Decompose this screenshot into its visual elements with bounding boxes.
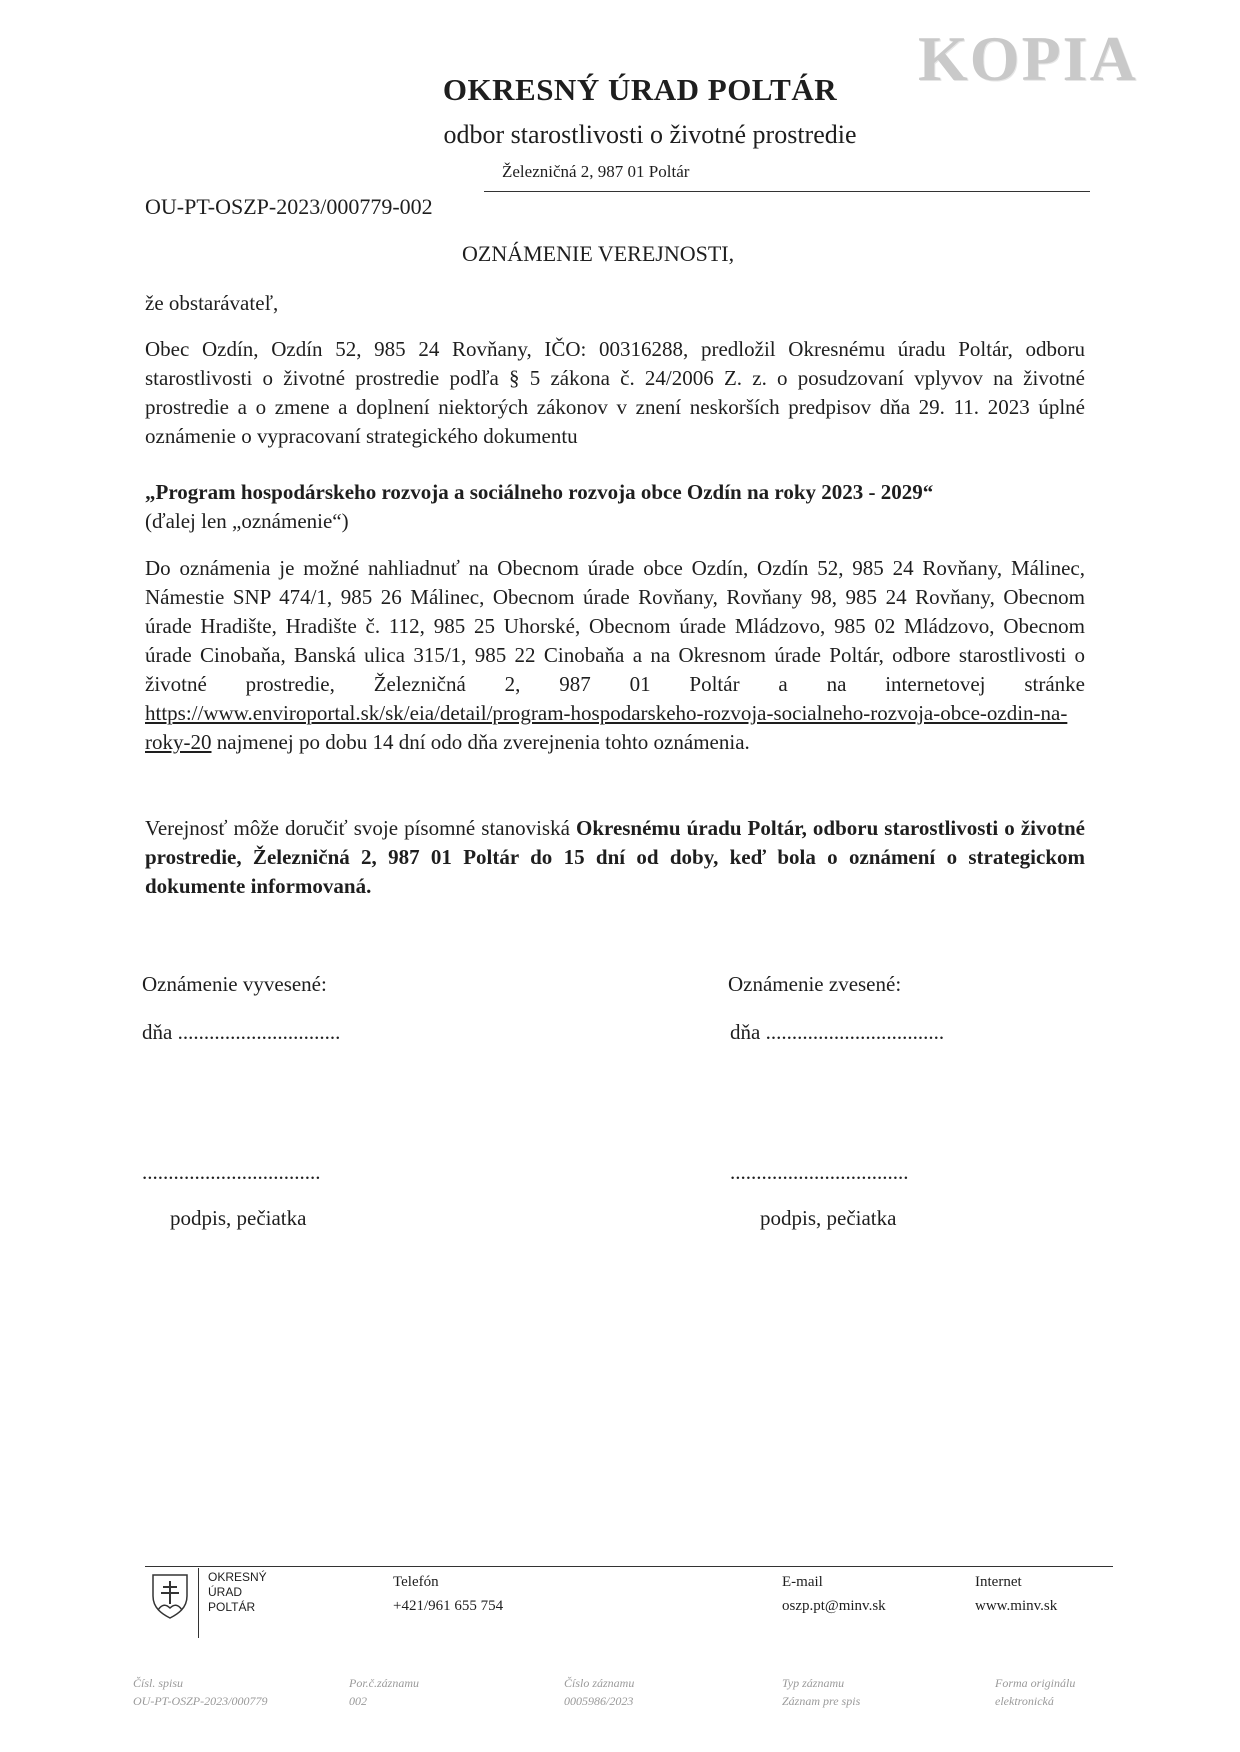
inspection-text-end: najmenej po dobu 14 dní odo dňa zverejnenia tohto oznámenia. [211, 730, 750, 754]
meta-value: Záznam pre spis [782, 1694, 861, 1708]
office-name: OKRESNÝ ÚRAD POLTÁR [442, 72, 838, 107]
meta-value: OU-PT-OSZP-2023/000779 [133, 1694, 268, 1708]
posted-label: Oznámenie vyvesené: [142, 972, 327, 996]
footer-org-line: POLTÁR [208, 1600, 256, 1614]
meta-order-number [349, 1674, 419, 1710]
removed-date-line: dňa .................................. [730, 1020, 945, 1044]
meta-label: Číslo záznamu [564, 1676, 635, 1690]
email-label: E-mail [782, 1574, 823, 1590]
office-address: Železničná 2, 987 01 Poltár [502, 162, 690, 181]
web-label: Internet [975, 1574, 1022, 1590]
header-divider [484, 191, 1090, 192]
comments-text: Verejnosť môže doručiť svoje písomné stanoviská [145, 816, 576, 840]
footer-email [782, 1570, 886, 1618]
meta-value: elektronická [995, 1694, 1054, 1708]
coat-of-arms-icon [150, 1572, 190, 1620]
footer-divider [145, 1566, 1113, 1567]
meta-original-form [995, 1674, 1075, 1710]
meta-file-number [133, 1674, 267, 1710]
inspection-text: Do oznámenia je možné nahliadnuť na Obecnom úrade obce Ozdín, Ozdín 52, 985 24 Rovňany, Málinec, Námestie SNP 474/1, 985 26 Málinec, Obecnom úrade Rovňany, Rovňany 98, 985 24 Rovňany, Obecnom úrade Hradište, Hradište č. 112, 985 25 Uhorské, Obecnom úrade Mládzovo, 985 02 Mládzovo, Obecnom úrade Cinobaňa, Banská ulica 315/1, 985 22 Cinobaňa a na Okresnom úrade Poltár, odbore starostlivosti o životné prostredie, Železničná 2, 987 01 Poltár a na internetovej stránke [145, 556, 1085, 696]
department-name: odbor starostlivosti o životné prostredie [443, 120, 857, 149]
meta-label: Por.č.záznamu [349, 1676, 420, 1690]
meta-record-number [564, 1674, 634, 1710]
posted-signature-caption: podpis, pečiatka [170, 1206, 307, 1230]
removed-signature-line: .................................. [730, 1160, 909, 1184]
phone-label: Telefón [393, 1574, 439, 1590]
meta-label: Čísl. spisu [133, 1676, 184, 1690]
reference-number: OU-PT-OSZP-2023/000779-002 [145, 194, 433, 219]
footer-organization [208, 1570, 267, 1615]
paragraph-inspection [145, 554, 1085, 757]
email-address[interactable]: oszp.pt@minv.sk [782, 1598, 886, 1614]
footer-org-line: ÚRAD [208, 1585, 243, 1599]
footer-vertical-divider [198, 1568, 199, 1638]
meta-label: Typ záznamu [782, 1676, 845, 1690]
meta-record-type [782, 1674, 860, 1710]
footer-web [975, 1570, 1057, 1618]
enviroportal-link[interactable]: https://www.enviroportal.sk/sk/eia/detail/program-hospodarskeho-rozvoja-socialneho-rozvoja-obce-ozdin-na-roky-20 [145, 701, 1068, 754]
document-title: „Program hospodárskeho rozvoja a sociálneho rozvoja obce Ozdín na roky 2023 - 2029“ [145, 480, 934, 504]
phone-number: +421/961 655 754 [393, 1598, 504, 1614]
notice-heading: OZNÁMENIE VEREJNOSTI, [462, 241, 735, 266]
meta-value: 0005986/2023 [564, 1694, 634, 1708]
meta-label: Forma originálu [995, 1676, 1076, 1690]
paragraph-submission: Obec Ozdín, Ozdín 52, 985 24 Rovňany, IČO: 00316288, predložil Okresnému úradu Poltár, odboru starostlivosti o životné prostredie podľa § 5 zákona č. 24/2006 Z. z. o posudzovaní vplyvov na životné prostredie a o zmene a doplnení niektorých zákonov v znení neskorších predpisov dňa 29. 11. 2023 úplné oznámenie o vypracovaní strategického dokumentu [145, 337, 1085, 448]
footer-org-line: OKRESNÝ [208, 1570, 267, 1584]
intro-text: že obstarávateľ, [145, 291, 279, 315]
paragraph-public-comments [145, 814, 1085, 901]
meta-value: 002 [349, 1694, 367, 1708]
comments-recipient: Okresnému úradu Poltár, odboru starostlivosti o životné prostredie, Železničná 2, 987 01 Poltár do 15 dní od doby, keď bola o oznámení o strategickom dokumente informovaná. [145, 816, 1085, 898]
copy-stamp: KOPIA [918, 23, 1138, 94]
web-address[interactable]: www.minv.sk [975, 1598, 1058, 1614]
posted-date-line: dňa ............................... [142, 1020, 341, 1044]
removed-signature-caption: podpis, pečiatka [760, 1206, 897, 1230]
posted-signature-line: .................................. [142, 1160, 321, 1184]
document-title-block [145, 478, 1085, 536]
document-title-note: (ďalej len „oznámenie“) [145, 509, 349, 533]
removed-label: Oznámenie zvesené: [728, 972, 902, 996]
footer-phone [393, 1570, 503, 1618]
